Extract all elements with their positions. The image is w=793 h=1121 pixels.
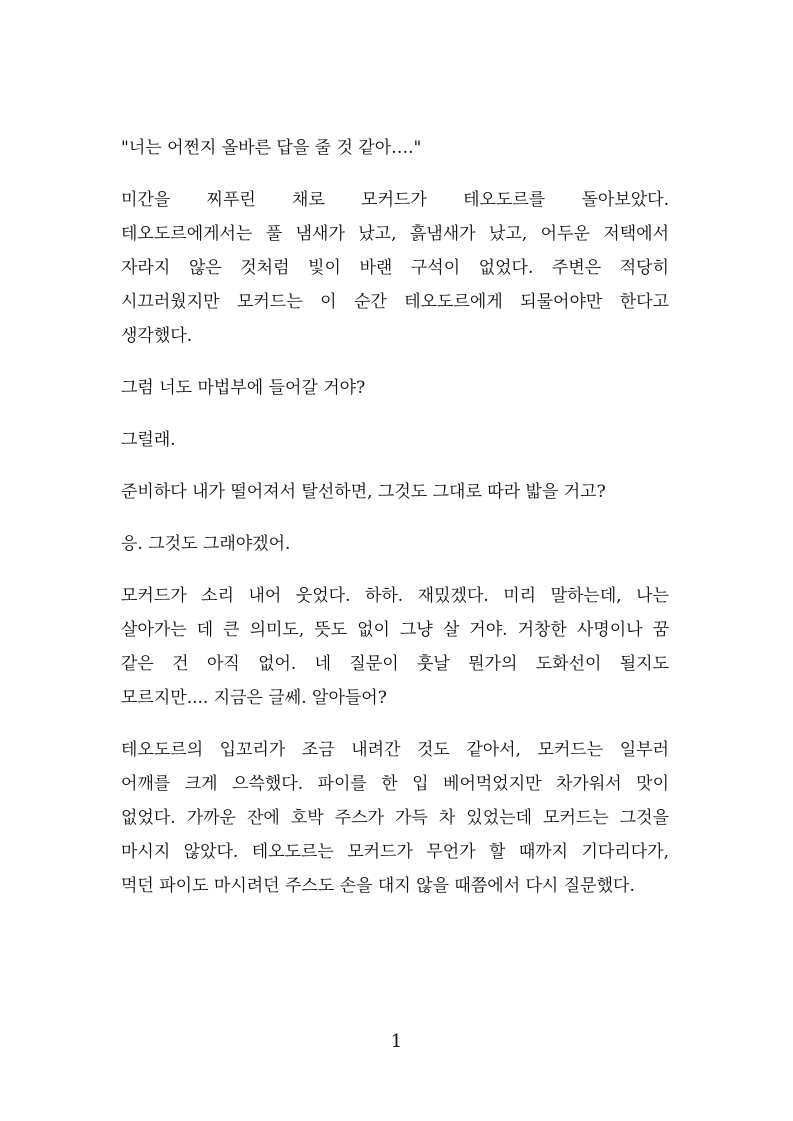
text-line: 마시지 않았다. 테오도르는 모커드가 무언가 할 때까지 기다리다가, — [121, 842, 669, 862]
text-line: 없었다. 가까운 잔에 호박 주스가 가득 차 있었는데 모커드는 그것을 — [121, 808, 669, 828]
paragraph-question-2 — [121, 475, 669, 509]
paragraph-narration-1 — [121, 183, 669, 353]
text-line: 같은 건 아직 없어. 네 질문이 훗날 뭔가의 도화선이 될지도 — [121, 654, 669, 674]
text-line: 시끄러웠지만 모커드는 이 순간 테오도르에게 되물어야만 한다고 — [121, 292, 669, 312]
text-line: 먹던 파이도 마시려던 주스도 손을 대지 않을 때쯤에서 다시 질문했다. — [121, 876, 635, 896]
body-text — [121, 131, 669, 921]
text-line: 테오도르의 입꼬리가 조금 내려간 것도 같아서, 모커드는 일부러 — [121, 740, 669, 760]
text-line: 그럴래. — [121, 430, 176, 450]
text-line: 생각했다. — [121, 326, 193, 346]
text-line: 살아가는 데 큰 의미도, 뜻도 없이 그냥 살 거야. 거창한 사명이나 꿈 — [121, 620, 669, 640]
page-number: 1 — [390, 1031, 403, 1052]
text-line: 그럼 너도 마법부에 들어갈 거야? — [121, 378, 366, 398]
text-line: 미간을 찌푸린 채로 모커드가 테오도르를 돌아보았다. — [121, 190, 669, 210]
paragraph-narration-3 — [121, 733, 669, 903]
text-line: 테오도르에게서는 풀 냄새가 났고, 흙냄새가 났고, 어두운 저택에서 — [121, 224, 669, 244]
paragraph-dialogue-opening — [121, 131, 669, 165]
text-line: 어깨를 크게 으쓱했다. 파이를 한 입 베어먹었지만 차가워서 맛이 — [121, 774, 669, 794]
text-line: 응. 그것도 그래야겠어. — [121, 534, 291, 554]
text-line: 자라지 않은 것처럼 빛이 바랜 구석이 없었다. 주변은 적당히 — [121, 258, 669, 278]
text-line: 모커드가 소리 내어 웃었다. 하하. 재밌겠다. 미리 말하는데, 나는 — [121, 586, 669, 606]
paragraph-answer-1 — [121, 423, 669, 457]
paragraph-question-1 — [121, 371, 669, 405]
text-line: "너는 어쩐지 올바른 답을 줄 것 같아…." — [121, 138, 422, 158]
text-line: 준비하다 내가 떨어져서 탈선하면, 그것도 그대로 따라 밟을 거고? — [121, 482, 606, 502]
text-line: 모르지만.... 지금은 글쎄. 알아들어? — [121, 688, 387, 708]
paragraph-answer-2 — [121, 527, 669, 561]
paragraph-narration-2 — [121, 579, 669, 715]
